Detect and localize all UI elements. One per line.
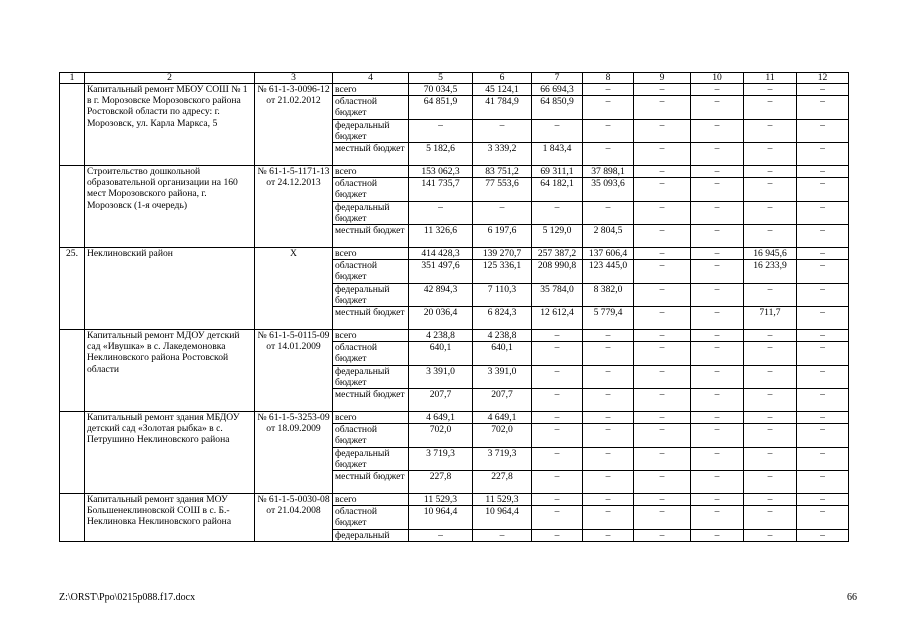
value-cell: 10 964,4 — [473, 506, 532, 529]
value-cell: 711,7 — [744, 307, 797, 330]
value-cell: – — [409, 201, 473, 224]
value-cell: – — [797, 424, 849, 447]
value-cell: 257 387,2 — [532, 248, 583, 260]
value-cell: – — [634, 166, 691, 178]
value-cell: – — [744, 201, 797, 224]
value-cell: – — [583, 342, 634, 365]
value-cell: 64 850,9 — [532, 96, 583, 119]
funding-source: всего — [333, 166, 409, 178]
expertise-code: Х — [255, 248, 333, 330]
value-cell: – — [634, 412, 691, 424]
value-cell: 11 529,3 — [409, 494, 473, 506]
value-cell: – — [583, 119, 634, 142]
value-cell: – — [744, 84, 797, 96]
value-cell: 141 735,7 — [409, 178, 473, 201]
value-cell: – — [691, 412, 744, 424]
funding-source: всего — [333, 330, 409, 342]
value-cell: – — [691, 447, 744, 470]
value-cell: – — [634, 471, 691, 494]
table-row — [60, 248, 849, 260]
funding-source: федеральный бюджет — [333, 201, 409, 224]
funding-source: федеральный бюджет — [333, 447, 409, 470]
value-cell: – — [691, 471, 744, 494]
value-cell: – — [634, 283, 691, 306]
funding-source: федеральный бюджет — [333, 119, 409, 142]
value-cell: – — [691, 119, 744, 142]
value-cell: 5 129,0 — [532, 225, 583, 248]
value-cell: – — [797, 84, 849, 96]
value-cell: – — [634, 529, 691, 541]
value-cell: – — [691, 143, 744, 166]
value-cell: – — [797, 225, 849, 248]
funding-source: всего — [333, 412, 409, 424]
value-cell: – — [473, 201, 532, 224]
value-cell: – — [583, 389, 634, 412]
value-cell: 70 034,5 — [409, 84, 473, 96]
value-cell: 640,1 — [409, 342, 473, 365]
value-cell: 35 093,6 — [583, 178, 634, 201]
header-cell: 4 — [333, 73, 409, 84]
header-cell: 5 — [409, 73, 473, 84]
value-cell: 414 428,3 — [409, 248, 473, 260]
value-cell: – — [634, 248, 691, 260]
value-cell: 64 182,1 — [532, 178, 583, 201]
value-cell: – — [744, 166, 797, 178]
value-cell: 69 311,1 — [532, 166, 583, 178]
funding-source: всего — [333, 248, 409, 260]
value-cell: – — [691, 506, 744, 529]
value-cell: – — [634, 119, 691, 142]
value-cell: – — [744, 283, 797, 306]
value-cell: – — [691, 283, 744, 306]
value-cell: 3 339,2 — [473, 143, 532, 166]
value-cell: – — [409, 529, 473, 541]
value-cell: 227,8 — [409, 471, 473, 494]
value-cell: – — [744, 389, 797, 412]
value-cell: – — [797, 96, 849, 119]
funding-source: областной бюджет — [333, 96, 409, 119]
expertise-code: № 61-1-5-3253-09 от 18.09.2009 — [255, 412, 333, 494]
value-cell: – — [583, 506, 634, 529]
value-cell: – — [744, 494, 797, 506]
value-cell: 16 233,9 — [744, 260, 797, 283]
value-cell: – — [583, 84, 634, 96]
value-cell: – — [634, 447, 691, 470]
value-cell: – — [797, 389, 849, 412]
value-cell: – — [797, 283, 849, 306]
value-cell: 12 612,4 — [532, 307, 583, 330]
value-cell: – — [532, 201, 583, 224]
header-cell: 9 — [634, 73, 691, 84]
funding-source: местный бюджет — [333, 471, 409, 494]
funding-source: местный бюджет — [333, 143, 409, 166]
value-cell: 64 851,9 — [409, 96, 473, 119]
table-row — [60, 84, 849, 96]
table-row — [60, 494, 849, 506]
value-cell: – — [797, 506, 849, 529]
value-cell: – — [532, 365, 583, 388]
value-cell: – — [583, 365, 634, 388]
value-cell: 207,7 — [409, 389, 473, 412]
value-cell: – — [532, 119, 583, 142]
value-cell: 2 804,5 — [583, 225, 634, 248]
value-cell: – — [744, 225, 797, 248]
value-cell: 6 824,3 — [473, 307, 532, 330]
object-name: Капитальный ремонт МБОУ СОШ № 1 в г. Морозовске Морозовского района Ростовской области по адресу: г. Морозовск, ул. Карла Маркса, 5 — [85, 84, 255, 166]
value-cell: 11 326,6 — [409, 225, 473, 248]
funding-source: областной бюджет — [333, 178, 409, 201]
value-cell: 139 270,7 — [473, 248, 532, 260]
value-cell: – — [583, 529, 634, 541]
value-cell: – — [634, 260, 691, 283]
value-cell: – — [797, 529, 849, 541]
document-path: Z:\ORST\Ppo\0215p088.f17.docx — [59, 592, 196, 603]
value-cell: 41 784,9 — [473, 96, 532, 119]
value-cell: – — [583, 447, 634, 470]
value-cell: – — [797, 307, 849, 330]
value-cell: 702,0 — [473, 424, 532, 447]
row-number: 25. — [60, 248, 85, 330]
value-cell: 207,7 — [473, 389, 532, 412]
header-cell: 6 — [473, 73, 532, 84]
value-cell: 702,0 — [409, 424, 473, 447]
value-cell: – — [634, 424, 691, 447]
value-cell: – — [583, 330, 634, 342]
value-cell: – — [797, 201, 849, 224]
value-cell: 45 124,1 — [473, 84, 532, 96]
value-cell: – — [532, 506, 583, 529]
value-cell: – — [797, 119, 849, 142]
value-cell: 66 694,3 — [532, 84, 583, 96]
value-cell: 227,8 — [473, 471, 532, 494]
value-cell: 208 990,8 — [532, 260, 583, 283]
value-cell: 153 062,3 — [409, 166, 473, 178]
value-cell: 83 751,2 — [473, 166, 532, 178]
funding-source: областной бюджет — [333, 506, 409, 529]
value-cell: – — [797, 494, 849, 506]
value-cell: – — [532, 424, 583, 447]
value-cell: – — [532, 494, 583, 506]
header-cell: 10 — [691, 73, 744, 84]
funding-source: всего — [333, 494, 409, 506]
funding-source: областной бюджет — [333, 342, 409, 365]
value-cell: 77 553,6 — [473, 178, 532, 201]
value-cell: – — [532, 330, 583, 342]
funding-source: федеральный — [333, 529, 409, 541]
value-cell: – — [797, 248, 849, 260]
value-cell: – — [634, 365, 691, 388]
value-cell: – — [634, 342, 691, 365]
value-cell: – — [744, 342, 797, 365]
value-cell: – — [744, 412, 797, 424]
object-name: Капитальный ремонт здания МБДОУ детский сад «Золотая рыбка» в с. Петрушино Неклиновского района — [85, 412, 255, 494]
header-cell: 3 — [255, 73, 333, 84]
value-cell: – — [691, 424, 744, 447]
expertise-code: № 61-1-3-0096-12 от 21.02.2012 — [255, 84, 333, 166]
header-cell: 12 — [797, 73, 849, 84]
value-cell: 4 238,8 — [409, 330, 473, 342]
value-cell: 42 894,3 — [409, 283, 473, 306]
budget-table — [59, 72, 849, 542]
value-cell: – — [744, 178, 797, 201]
expertise-code: № 61-1-5-0030-08 от 21.04.2008 — [255, 494, 333, 542]
object-name: Капитальный ремонт здания МОУ Большенеклиновской СОШ в с. Б.-Неклиновка Неклиновского района — [85, 494, 255, 542]
value-cell: 4 649,1 — [473, 412, 532, 424]
row-number — [60, 330, 85, 412]
expertise-code: № 61-1-5-1171-13 от 24.12.2013 — [255, 166, 333, 248]
value-cell: – — [797, 447, 849, 470]
value-cell: 4 649,1 — [409, 412, 473, 424]
page-number: 66 — [847, 592, 857, 603]
value-cell: – — [532, 529, 583, 541]
value-cell: 11 529,3 — [473, 494, 532, 506]
value-cell: – — [583, 494, 634, 506]
table-row — [60, 330, 849, 342]
value-cell: – — [797, 260, 849, 283]
value-cell: – — [583, 412, 634, 424]
value-cell: – — [797, 342, 849, 365]
value-cell: 5 779,4 — [583, 307, 634, 330]
value-cell: – — [634, 307, 691, 330]
value-cell: – — [473, 119, 532, 142]
value-cell: – — [634, 178, 691, 201]
funding-source: всего — [333, 84, 409, 96]
value-cell: – — [691, 225, 744, 248]
value-cell: – — [744, 447, 797, 470]
funding-source: местный бюджет — [333, 389, 409, 412]
value-cell: – — [532, 471, 583, 494]
value-cell: – — [634, 225, 691, 248]
value-cell: – — [744, 506, 797, 529]
value-cell: – — [797, 330, 849, 342]
funding-source: местный бюджет — [333, 225, 409, 248]
object-name: Неклиновский район — [85, 248, 255, 330]
header-cell: 8 — [583, 73, 634, 84]
value-cell: – — [744, 471, 797, 494]
value-cell: – — [691, 84, 744, 96]
value-cell: – — [532, 389, 583, 412]
value-cell: 20 036,4 — [409, 307, 473, 330]
row-number — [60, 494, 85, 542]
value-cell: – — [691, 260, 744, 283]
value-cell: 137 606,4 — [583, 248, 634, 260]
value-cell: – — [744, 424, 797, 447]
value-cell: – — [691, 389, 744, 412]
funding-source: федеральный бюджет — [333, 365, 409, 388]
value-cell: – — [691, 494, 744, 506]
funding-source: областной бюджет — [333, 424, 409, 447]
value-cell: – — [634, 96, 691, 119]
value-cell: 640,1 — [473, 342, 532, 365]
value-cell: – — [634, 143, 691, 166]
value-cell: – — [797, 143, 849, 166]
value-cell: – — [691, 307, 744, 330]
value-cell: – — [634, 201, 691, 224]
value-cell: – — [532, 447, 583, 470]
value-cell: – — [744, 529, 797, 541]
value-cell: 35 784,0 — [532, 283, 583, 306]
value-cell: – — [691, 342, 744, 365]
value-cell: 351 497,6 — [409, 260, 473, 283]
value-cell: – — [583, 96, 634, 119]
value-cell: 5 182,6 — [409, 143, 473, 166]
value-cell: 6 197,6 — [473, 225, 532, 248]
value-cell: 16 945,6 — [744, 248, 797, 260]
value-cell: – — [797, 471, 849, 494]
value-cell: – — [691, 166, 744, 178]
row-number — [60, 412, 85, 494]
row-number — [60, 166, 85, 248]
value-cell: – — [691, 201, 744, 224]
object-name: Строительство дошкольной образовательной организации на 160 мест Морозовского района, г. Морозовск (1-я очередь) — [85, 166, 255, 248]
header-cell: 2 — [85, 73, 255, 84]
value-cell: – — [691, 529, 744, 541]
value-cell: – — [744, 330, 797, 342]
table-row — [60, 412, 849, 424]
value-cell: – — [797, 166, 849, 178]
row-number — [60, 84, 85, 166]
value-cell: – — [634, 494, 691, 506]
value-cell: – — [691, 96, 744, 119]
value-cell: – — [532, 342, 583, 365]
value-cell: 3 719,3 — [409, 447, 473, 470]
value-cell: – — [744, 365, 797, 388]
value-cell: – — [691, 365, 744, 388]
value-cell: – — [532, 412, 583, 424]
value-cell: 7 110,3 — [473, 283, 532, 306]
value-cell: – — [797, 365, 849, 388]
value-cell: – — [744, 96, 797, 119]
value-cell: – — [744, 143, 797, 166]
header-cell: 1 — [60, 73, 85, 84]
value-cell: 37 898,1 — [583, 166, 634, 178]
header-row — [60, 73, 849, 84]
value-cell: 4 238,8 — [473, 330, 532, 342]
value-cell: 10 964,4 — [409, 506, 473, 529]
value-cell: – — [691, 248, 744, 260]
value-cell: – — [634, 84, 691, 96]
value-cell: 8 382,0 — [583, 283, 634, 306]
header-cell: 7 — [532, 73, 583, 84]
value-cell: – — [634, 506, 691, 529]
funding-source: федеральный бюджет — [333, 283, 409, 306]
value-cell: – — [797, 412, 849, 424]
value-cell: 3 719,3 — [473, 447, 532, 470]
value-cell: – — [634, 330, 691, 342]
value-cell: – — [583, 471, 634, 494]
value-cell: – — [583, 424, 634, 447]
value-cell: – — [744, 119, 797, 142]
table-row — [60, 166, 849, 178]
value-cell: 123 445,0 — [583, 260, 634, 283]
value-cell: 1 843,4 — [532, 143, 583, 166]
value-cell: – — [583, 143, 634, 166]
value-cell: 3 391,0 — [473, 365, 532, 388]
value-cell: – — [797, 178, 849, 201]
value-cell: – — [473, 529, 532, 541]
value-cell: – — [409, 119, 473, 142]
funding-source: местный бюджет — [333, 307, 409, 330]
expertise-code: № 61-1-5-0115-09 от 14.01.2009 — [255, 330, 333, 412]
header-cell: 11 — [744, 73, 797, 84]
value-cell: – — [691, 178, 744, 201]
object-name: Капитальный ремонт МДОУ детский сад «Ивушка» в с. Лакедемоновка Неклиновского района Ростовской области — [85, 330, 255, 412]
value-cell: 3 391,0 — [409, 365, 473, 388]
value-cell: – — [583, 201, 634, 224]
value-cell: – — [691, 330, 744, 342]
value-cell: – — [634, 389, 691, 412]
funding-source: областной бюджет — [333, 260, 409, 283]
value-cell: 125 336,1 — [473, 260, 532, 283]
